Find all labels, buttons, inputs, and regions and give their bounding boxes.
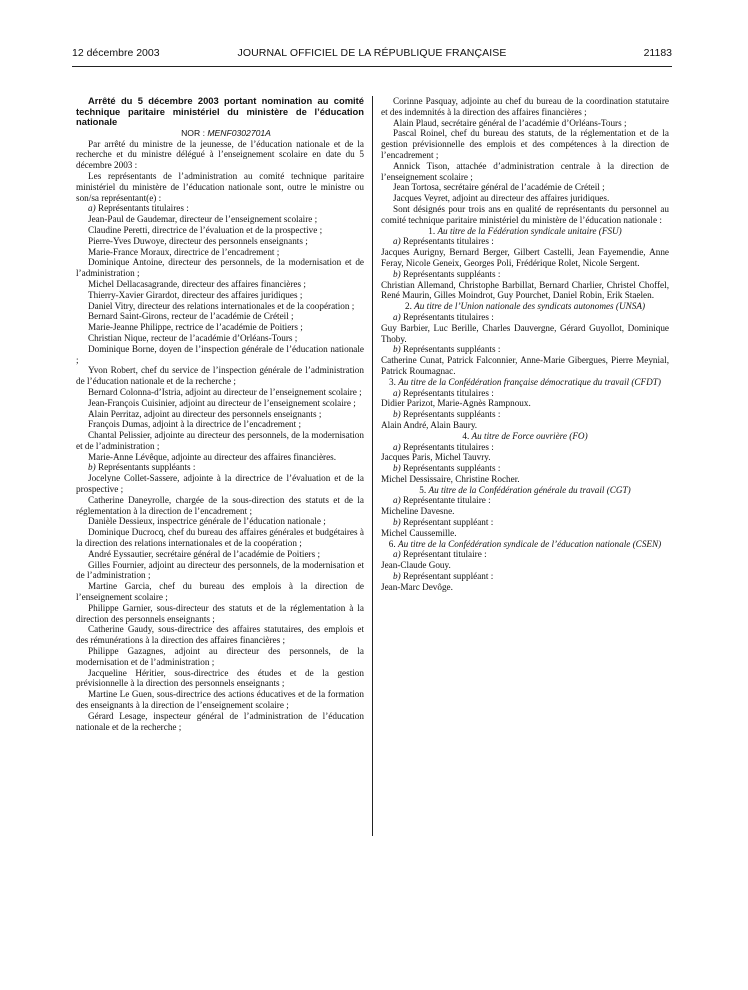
intro-paragraph: Par arrêté du ministre de la jeunesse, de l’éducation nationale et de la recherche et du ministre délégué à l’enseignement scolaire en date du 5 décembre 2003 : xyxy=(76,138,364,171)
titulaires-names: Guy Barbier, Luc Berille, Charles Dauvergne, Gérard Guyollot, Dominique Thoby. xyxy=(381,322,669,344)
member-entry: Jean Tortosa, secrétaire général de l’académie de Créteil ; xyxy=(393,182,605,193)
suppleants-names: Christian Allemand, Christophe Barbillat, Bernard Charlier, Christel Choffel, René Maurin, Gilles Moindrot, Guy Pourchet, Daniel Robin, Erik Staelen. xyxy=(381,279,669,301)
suppleants-label: b) Représentants suppléants : xyxy=(393,344,501,355)
union-heading: 3. Au titre de la Confédération française démocratique du travail (CFDT) xyxy=(389,376,661,387)
journal-title: JOURNAL OFFICIEL DE LA RÉPUBLIQUE FRANÇAISE xyxy=(237,47,507,59)
union-heading: 4. Au titre de Force ouvrière (FO) xyxy=(462,430,588,441)
member-entry: Yvon Robert, chef du service de l’inspection générale de l’administration de l’éducation nationale et de la recherche ; xyxy=(76,365,364,387)
member-entry: Philippe Garnier, sous-directeur des statuts et de la réglementation à la direction des personnels enseignants ; xyxy=(76,602,364,624)
member-entry: Pascal Roinel, chef du bureau des statuts, de la réglementation et de la gestion prévisionnelle des emplois et des compétences à la direction de l’encadrement ; xyxy=(381,128,669,160)
admin-paragraph: Les représentants de l’administration au comité technique paritaire ministériel du ministère de l’éducation nationale sont, outre le ministre ou son/sa représentant(e) : xyxy=(76,170,364,203)
member-entry: François Dumas, adjoint à la directrice de l’encadrement ; xyxy=(88,419,302,430)
member-entry: Catherine Gaudy, sous-directrice des affaires statutaires, des emplois et des rémunérations à la direction des affaires financières ; xyxy=(76,624,364,646)
member-entry: Jean-Paul de Gaudemar, directeur de l’enseignement scolaire ; xyxy=(88,214,318,225)
member-entry: Alain Perritaz, adjoint au directeur des personnels enseignants ; xyxy=(88,408,322,419)
member-entry: Claudine Peretti, directrice de l’évaluation et de la prospective ; xyxy=(88,224,323,235)
titulaires-label: a) Représentante titulaire : xyxy=(393,495,491,506)
member-entry: Bernard Colonna-d’Istria, adjoint au directeur de l’enseignement scolaire ; xyxy=(88,386,362,397)
member-entry: Daniel Vitry, directeur des relations internationales et de la coopération ; xyxy=(88,300,355,311)
designation-paragraph: Sont désignés pour trois ans en qualité de représentants du personnel au comité technique paritaire ministériel du ministère de l’éducation nationale : xyxy=(381,203,669,225)
member-entry: Jocelyne Collet-Sassere, adjointe à la directrice de l’évaluation et de la prospective ; xyxy=(76,473,364,495)
member-entry: Jacques Veyret, adjoint au directeur des affaires juridiques. xyxy=(393,193,610,204)
member-entry: Gilles Fournier, adjoint au directeur des personnels, de la modernisation et de l’administration ; xyxy=(76,559,364,581)
member-entry: Alain Plaud, secrétaire général de l’académie d’Orléans-Tours ; xyxy=(393,117,627,128)
suppleants-label: b) Représentant suppléant : xyxy=(393,517,494,528)
titulaires-label: a) Représentants titulaires : xyxy=(393,311,494,322)
suppleants-names: Michel Caussemille. xyxy=(381,527,457,538)
titulaires-heading: a) Représentants titulaires : xyxy=(88,203,189,214)
issue-date: 12 décembre 2003 xyxy=(72,47,160,59)
member-entry: Catherine Daneyrolle, chargée de la sous-direction des statuts et de la réglementation à la direction de l’encadrement ; xyxy=(76,494,364,516)
suppleants-label: b) Représentants suppléants : xyxy=(393,463,501,474)
nor-reference: NOR : MENF0302701A xyxy=(181,127,271,138)
right-continuation-list xyxy=(381,96,669,204)
suppleants-label: b) Représentants suppléants : xyxy=(393,409,501,420)
titulaires-label: a) Représentants titulaires : xyxy=(393,236,494,247)
member-entry: Corinne Pasquay, adjointe au chef du bureau de la coordination statutaire et des indemnités à la direction des affaires financières ; xyxy=(381,96,669,117)
member-entry: Danièle Dessieux, inspectrice générale de l’éducation nationale ; xyxy=(88,516,326,527)
member-entry: Dominique Antoine, directeur des personnels, de la modernisation et de l’administration ; xyxy=(76,257,364,279)
titulaires-label: a) Représentants titulaires : xyxy=(393,387,494,398)
header-rule xyxy=(72,66,672,67)
suppleants-label: b) Représentant suppléant : xyxy=(393,571,494,582)
member-entry: André Eyssautier, secrétaire général de l’académie de Poitiers ; xyxy=(88,548,321,559)
member-entry: Marie-Anne Lévêque, adjointe au directeur des affaires financières. xyxy=(88,451,337,462)
union-sections xyxy=(381,226,669,593)
suppleants-names: Michel Dessissaire, Christine Rocher. xyxy=(381,473,520,484)
member-entry: Thierry-Xavier Girardot, directeur des affaires juridiques ; xyxy=(88,289,303,300)
member-entry: Christian Nique, recteur de l’académie d’Orléans-Tours ; xyxy=(88,332,298,343)
member-entry: Michel Dellacasagrande, directeur des affaires financières ; xyxy=(88,278,306,289)
right-column xyxy=(381,96,669,593)
titulaires-label: a) Représentant titulaire : xyxy=(393,549,487,560)
member-entry: Bernard Saint-Girons, recteur de l’académie de Créteil ; xyxy=(88,311,294,322)
left-column xyxy=(76,96,364,732)
suppleants-names: Catherine Cunat, Patrick Falconnier, Anne-Marie Gibergues, Pierre Meynial, Patrick Roumagnac. xyxy=(381,355,669,376)
member-entry: Martine Garcia, chef du bureau des emplois à la direction de l’enseignement scolaire ; xyxy=(76,581,364,603)
member-entry: Marie-France Moraux, directrice de l’encadrement ; xyxy=(88,246,280,257)
column-divider xyxy=(372,96,373,836)
suppleants-names: Alain André, Alain Baury. xyxy=(381,419,478,430)
union-heading: 5. Au titre de la Confédération générale du travail (CGT) xyxy=(419,484,631,495)
member-entry: Dominique Borne, doyen de l’inspection générale de l’éducation nationale ; xyxy=(76,343,364,365)
member-entry: Marie-Jeanne Philippe, rectrice de l’académie de Poitiers ; xyxy=(88,322,303,333)
member-entry: Jean-François Cuisinier, adjoint au directeur de l’enseignement scolaire ; xyxy=(88,397,356,408)
member-entry: Chantal Pelissier, adjointe au directeur des personnels, de la modernisation et de l’administration ; xyxy=(76,430,364,451)
member-entry: Gérard Lesage, inspecteur général de l’administration de l’éducation nationale et de la recherche ; xyxy=(76,710,364,732)
page-header xyxy=(72,47,672,61)
member-entry: Jacqueline Héritier, sous-directrice des études et de la gestion prévisionnelle à la direction des personnels enseignants ; xyxy=(76,667,364,689)
member-entry: Annick Tison, attachée d’administration centrale à la direction de l’enseignement scolaire ; xyxy=(381,160,669,182)
titulaires-names: Micheline Davesne. xyxy=(381,506,455,517)
page-number: 21183 xyxy=(643,47,672,59)
suppleants-heading: b) Représentants suppléants : xyxy=(88,462,196,473)
titulaires-names: Jacques Paris, Michel Tauvry. xyxy=(381,452,491,463)
union-heading: 6. Au titre de la Confédération syndicale de l’éducation nationale (CSEN) xyxy=(388,538,662,549)
article-title: Arrêté du 5 décembre 2003 portant nomination au comité technique paritaire ministériel du ministère de l’éducation nationale xyxy=(76,95,364,128)
titulaires-label: a) Représentants titulaires : xyxy=(393,441,494,452)
member-entry: Martine Le Guen, sous-directrice des actions éducatives et de la formation des enseignants à la direction de l’enseignement scolaire ; xyxy=(76,689,364,711)
suppleants-label: b) Représentants suppléants : xyxy=(393,268,501,279)
left-suppleants-list xyxy=(76,473,364,732)
titulaires-names: Didier Parizot, Marie-Agnès Rampnoux. xyxy=(381,398,531,409)
member-entry: Philippe Gazagnes, adjoint au directeur des personnels, de la modernisation et de l’administration ; xyxy=(76,646,364,667)
union-heading: 1. Au titre de la Fédération syndicale unitaire (FSU) xyxy=(428,225,622,236)
titulaires-names: Jacques Aurigny, Bernard Berger, Gilbert Castelli, Jean Fayemendie, Anne Feray, Nicole Geneix, Georges Poli, Frédérique Rolet, Nicole Sergent. xyxy=(381,247,669,268)
member-entry: Pierre-Yves Duwoye, directeur des personnels enseignants ; xyxy=(88,235,308,246)
suppleants-names: Jean-Marc Devôge. xyxy=(381,581,453,592)
titulaires-names: Jean-Claude Gouy. xyxy=(381,560,451,571)
member-entry: Dominique Ducrocq, chef du bureau des affaires générales et budgétaires à la direction des relations internationales et de la coopération ; xyxy=(76,527,364,549)
union-heading: 2. Au titre de l’Union nationale des syndicats autonomes (UNSA) xyxy=(404,301,646,312)
left-titulaires-list xyxy=(76,214,364,462)
